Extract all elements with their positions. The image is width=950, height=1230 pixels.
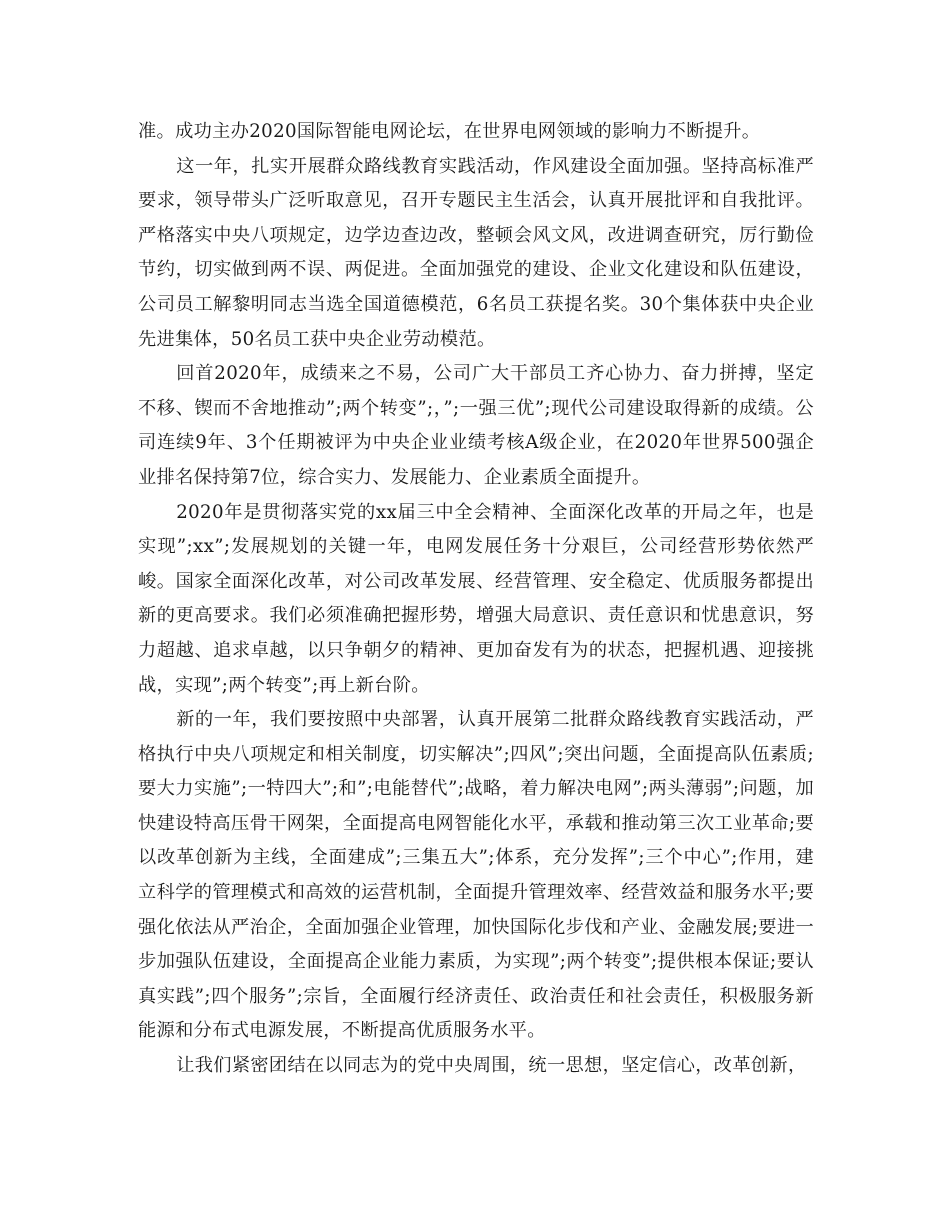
paragraph-closing: 让我们紧密团结在以同志为的党中央周围，统一思想，坚定信心，改革创新， [176, 1055, 807, 1077]
paragraph-new-year-plan: 新的一年，我们要按照中央部署，认真开展第二批群众路线教育实践活动，严格执行中央八项规定和相关制度，切实解决”;四风”;突出问题，全面提高队伍素质;要大力实施”;一特四大”;和”;电能替代”;战略，着力解决电网”;两头薄弱”;问题，加快建设特高压骨干网架，全面提高电网智能化水平，承载和推动第三次工业革命;要以改革创新为主线，全面建成”;三集五大”;体系，充分发挥”;三个中心”;作用，建立科学的管理模式和高效的运营机制，全面提升管理效率、经营效益和服务水平;要强化依法从严治企，全面加强企业管理，加快国际化步伐和产业、金融发展;要进一步加强队伍建设，全面提高企业能力素质，为实现”;两个转变”;提供根本保证;要认真实践”;四个服务”;宗旨，全面履行经济责任、政治责任和社会责任，积极服务新能源和分布式电源发展，不断提高优质服务水平。 [138, 709, 814, 1042]
paragraph-continuation: 准。成功主办2020国际智能电网论坛，在世界电网领域的影响力不断提升。 [138, 121, 761, 142]
paragraph-reform-year: 2020年是贯彻落实党的xx届三中全会精神、全面深化改革的开局之年，也是实现”;xx”;发展规划的关键一年，电网发展任务十分艰巨，公司经营形势依然严峻。国家全面深化改革，对公司改革发展、经营管理、安全稳定、优质服务都提出新的更高要求。我们必须准确把握形势，增强大局意识、责任意识和忧患意识，努力超越、追求卓越，以只争朝夕的精神、更加奋发有为的状态，把握机遇、迎接挑战，实现”;两个转变”;再上新台阶。 [138, 501, 814, 696]
paragraph-style-building: 这一年，扎实开展群众路线教育实践活动，作风建设全面加强。坚持高标准严要求，领导带头广泛听取意见，召开专题民主生活会，认真开展批评和自我批评。严格落实中央八项规定，边学边查边改，整顿会风文风，改进调查研究，厉行勤俭节约，切实做到两不误、两促进。全面加强党的建设、企业文化建设和队伍建设，公司员工解黎明同志当选全国道德模范，6名员工获提名奖。30个集体获中央企业先进集体，50名员工获中央企业劳动模范。 [138, 155, 814, 350]
paragraph-review-2020: 回首2020年，成绩来之不易，公司广大干部员工齐心协力、奋力拼搏，坚定不移、锲而不舍地推动”;两个转变”;，”;一强三优”;现代公司建设取得新的成绩。公司连续9年、3个任期被评为中央企业业绩考核A级企业，在2020年世界500强企业排名保持第7位，综合实力、发展能力、企业素质全面提升。 [138, 363, 814, 488]
document-page [138, 115, 814, 1084]
